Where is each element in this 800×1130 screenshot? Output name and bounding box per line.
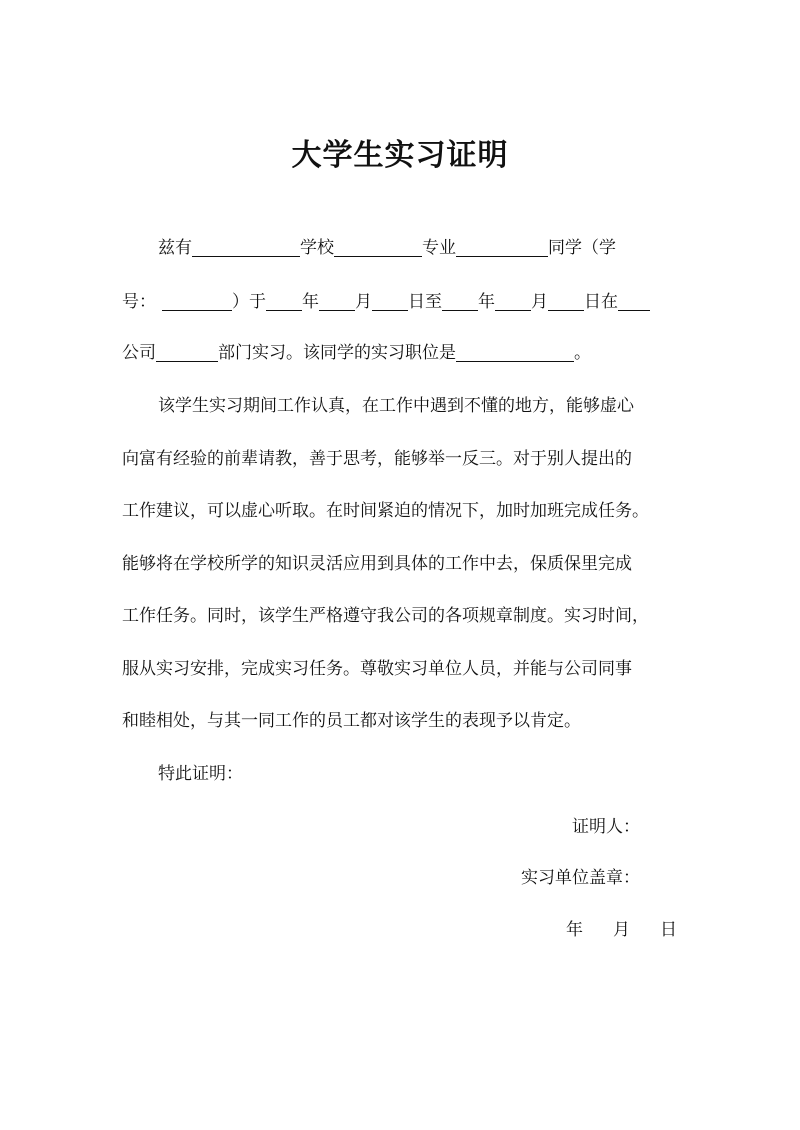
intro-text: 年 (478, 292, 495, 312)
intro-text: 同学（学 (548, 238, 616, 258)
body-line: 能够将在学校所学的知识灵活应用到具体的工作中去，保质保里完成 (122, 554, 632, 574)
intro-line-2 (122, 287, 682, 317)
body-line: 工作建议，可以虚心听取。在时间紧迫的情况下，加时加班完成任务。 (122, 501, 649, 521)
start-day-blank[interactable] (372, 290, 408, 311)
body-line: 该学生实习期间工作认真，在工作中遇到不懂的地方，能够虚心 (158, 396, 634, 416)
page-title: 大学生实习证明 (291, 138, 509, 173)
student-name-blank[interactable] (456, 236, 548, 257)
intro-text: 学校 (300, 238, 334, 258)
date-day-label: 日 (660, 920, 677, 940)
intro-text: 公司 (122, 343, 156, 363)
intro-text: 专业 (422, 238, 456, 258)
intro-text: 日至 (408, 292, 442, 312)
end-year-blank[interactable] (442, 290, 478, 311)
body-line: 和睦相处，与其一同工作的员工都对该学生的表现予以肯定。 (122, 711, 581, 731)
intro-text: 号： (122, 292, 156, 312)
intro-text: 兹有 (158, 238, 192, 258)
major-blank[interactable] (334, 236, 422, 257)
date-month-label: 月 (613, 920, 630, 940)
company-blank[interactable] (618, 290, 650, 311)
certifier-label: 证明人： (572, 817, 640, 837)
school-blank[interactable] (192, 236, 300, 257)
end-day-blank[interactable] (548, 290, 584, 311)
intro-text: 日在 (584, 292, 618, 312)
intro-text: 月 (355, 292, 372, 312)
student-id-blank[interactable] (162, 290, 232, 311)
intro-text: 。 (574, 343, 591, 363)
position-blank[interactable] (456, 341, 574, 362)
end-month-blank[interactable] (495, 290, 531, 311)
intro-text: ）于 (232, 292, 266, 312)
intro-text: 年 (302, 292, 319, 312)
date-year-label: 年 (566, 920, 583, 940)
closing-text: 特此证明： (158, 764, 243, 784)
intro-line-3 (122, 338, 682, 368)
start-month-blank[interactable] (319, 290, 355, 311)
intro-text: 月 (531, 292, 548, 312)
body-line: 向富有经验的前辈请教，善于思考，能够举一反三。对于别人提出的 (122, 449, 632, 469)
intro-line-1 (158, 233, 688, 263)
start-year-blank[interactable] (266, 290, 302, 311)
signature-date (566, 915, 677, 945)
body-line: 工作任务。同时，该学生严格遵守我公司的各项规章制度。实习时间， (122, 606, 649, 626)
department-blank[interactable] (156, 341, 218, 362)
company-seal-label: 实习单位盖章： (521, 868, 640, 888)
intro-text: 部门实习。该同学的实习职位是 (218, 343, 456, 363)
body-line: 服从实习安排，完成实习任务。尊敬实习单位人员，并能与公司同事 (122, 659, 632, 679)
